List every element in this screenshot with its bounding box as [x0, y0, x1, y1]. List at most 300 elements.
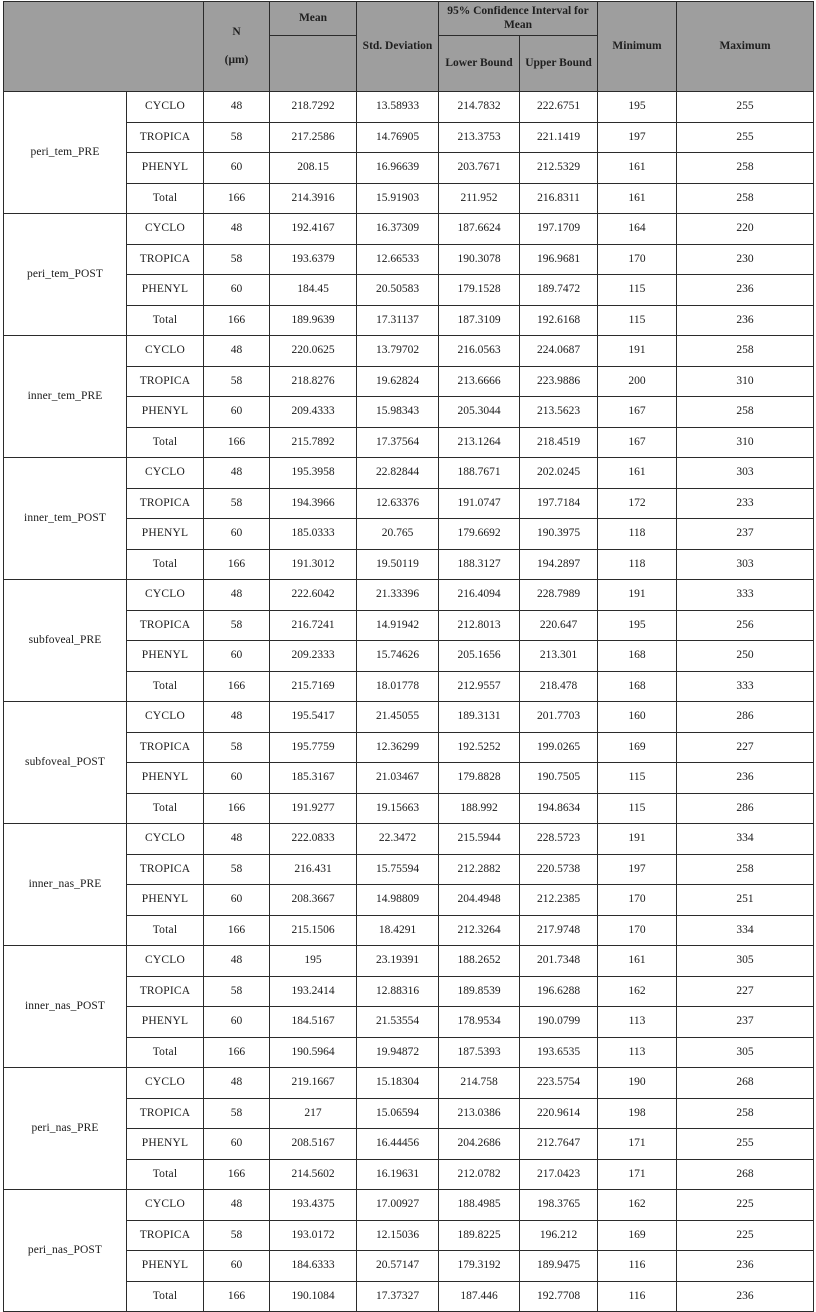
drug-label-cell: Total — [127, 793, 204, 824]
minimum-value-cell: 161 — [598, 946, 677, 977]
std-deviation-value-cell: 20.50583 — [357, 275, 439, 306]
std-deviation-value-cell: 14.76905 — [357, 122, 439, 153]
table-row — [4, 336, 814, 367]
std-deviation-value-cell: 12.15036 — [357, 1220, 439, 1251]
n-value-cell: 48 — [204, 946, 270, 977]
minimum-value-cell: 170 — [598, 885, 677, 916]
table-row — [4, 702, 814, 733]
mean-value-cell: 217.2586 — [270, 122, 357, 153]
group-label-cell: inner_nas_POST — [4, 946, 127, 1068]
mean-value-cell: 185.0333 — [270, 519, 357, 550]
lower-bound-value-cell: 212.2882 — [439, 854, 520, 885]
maximum-value-cell: 334 — [677, 915, 814, 946]
std-deviation-value-cell: 20.765 — [357, 519, 439, 550]
mean-value-cell: 215.1506 — [270, 915, 357, 946]
upper-bound-value-cell: 213.301 — [520, 641, 598, 672]
lower-bound-value-cell: 205.1656 — [439, 641, 520, 672]
minimum-value-cell: 164 — [598, 214, 677, 245]
upper-bound-value-cell: 190.7505 — [520, 763, 598, 794]
table-row — [4, 580, 814, 611]
drug-label-cell: PHENYL — [127, 885, 204, 916]
n-value-cell: 48 — [204, 580, 270, 611]
upper-bound-value-cell: 196.212 — [520, 1220, 598, 1251]
drug-label-cell: CYCLO — [127, 336, 204, 367]
mean-value-cell: 195 — [270, 946, 357, 977]
drug-label-cell: Total — [127, 671, 204, 702]
maximum-value-cell: 333 — [677, 671, 814, 702]
minimum-value-cell: 116 — [598, 1251, 677, 1282]
mean-value-cell: 220.0625 — [270, 336, 357, 367]
upper-bound-value-cell: 201.7703 — [520, 702, 598, 733]
maximum-value-cell: 250 — [677, 641, 814, 672]
lower-bound-value-cell: 188.2652 — [439, 946, 520, 977]
upper-bound-value-cell: 213.5623 — [520, 397, 598, 428]
upper-bound-value-cell: 223.5754 — [520, 1068, 598, 1099]
upper-bound-value-cell: 197.1709 — [520, 214, 598, 245]
drug-label-cell: TROPICA — [127, 366, 204, 397]
mean-value-cell: 191.3012 — [270, 549, 357, 580]
minimum-value-cell: 197 — [598, 122, 677, 153]
lower-bound-value-cell: 212.0782 — [439, 1159, 520, 1190]
drug-label-cell: Total — [127, 1159, 204, 1190]
maximum-value-cell: 258 — [677, 336, 814, 367]
lower-bound-value-cell: 188.7671 — [439, 458, 520, 489]
std-deviation-value-cell: 21.53554 — [357, 1007, 439, 1038]
upper-bound-value-cell: 192.6168 — [520, 305, 598, 336]
maximum-value-cell: 225 — [677, 1190, 814, 1221]
std-deviation-value-cell: 15.18304 — [357, 1068, 439, 1099]
std-deviation-value-cell: 14.98809 — [357, 885, 439, 916]
group-label-cell: inner_nas_PRE — [4, 824, 127, 946]
minimum-value-cell: 161 — [598, 458, 677, 489]
drug-label-cell: CYCLO — [127, 92, 204, 123]
lower-bound-value-cell: 188.4985 — [439, 1190, 520, 1221]
header-confidence-interval: 95% Confidence Interval for Mean — [439, 2, 598, 36]
minimum-value-cell: 195 — [598, 610, 677, 641]
maximum-value-cell: 255 — [677, 92, 814, 123]
upper-bound-value-cell: 223.9886 — [520, 366, 598, 397]
group-label-cell: peri_nas_POST — [4, 1190, 127, 1312]
minimum-value-cell: 170 — [598, 244, 677, 275]
minimum-value-cell: 170 — [598, 915, 677, 946]
mean-value-cell: 192.4167 — [270, 214, 357, 245]
mean-value-cell: 209.4333 — [270, 397, 357, 428]
minimum-value-cell: 167 — [598, 397, 677, 428]
mean-value-cell: 214.5602 — [270, 1159, 357, 1190]
drug-label-cell: PHENYL — [127, 1251, 204, 1282]
descriptives-table — [3, 1, 814, 1312]
mean-value-cell: 217 — [270, 1098, 357, 1129]
table-row — [4, 214, 814, 245]
upper-bound-value-cell: 189.9475 — [520, 1251, 598, 1282]
maximum-value-cell: 233 — [677, 488, 814, 519]
maximum-value-cell: 286 — [677, 702, 814, 733]
lower-bound-value-cell: 190.3078 — [439, 244, 520, 275]
maximum-value-cell: 334 — [677, 824, 814, 855]
minimum-value-cell: 168 — [598, 641, 677, 672]
header-minimum: Minimum — [598, 2, 677, 92]
std-deviation-value-cell: 15.06594 — [357, 1098, 439, 1129]
upper-bound-value-cell: 220.5738 — [520, 854, 598, 885]
lower-bound-value-cell: 188.3127 — [439, 549, 520, 580]
minimum-value-cell: 191 — [598, 580, 677, 611]
n-value-cell: 60 — [204, 275, 270, 306]
drug-label-cell: PHENYL — [127, 763, 204, 794]
std-deviation-value-cell: 23.19391 — [357, 946, 439, 977]
table-body — [4, 92, 814, 1312]
lower-bound-value-cell: 204.2686 — [439, 1129, 520, 1160]
lower-bound-value-cell: 212.8013 — [439, 610, 520, 641]
n-value-cell: 48 — [204, 458, 270, 489]
upper-bound-value-cell: 190.0799 — [520, 1007, 598, 1038]
minimum-value-cell: 161 — [598, 153, 677, 184]
std-deviation-value-cell: 16.19631 — [357, 1159, 439, 1190]
std-deviation-value-cell: 12.66533 — [357, 244, 439, 275]
std-deviation-value-cell: 17.37564 — [357, 427, 439, 458]
maximum-value-cell: 258 — [677, 397, 814, 428]
lower-bound-value-cell: 215.5944 — [439, 824, 520, 855]
drug-label-cell: PHENYL — [127, 641, 204, 672]
drug-label-cell: Total — [127, 1281, 204, 1312]
drug-label-cell: PHENYL — [127, 153, 204, 184]
n-value-cell: 58 — [204, 366, 270, 397]
std-deviation-value-cell: 22.3472 — [357, 824, 439, 855]
group-label-cell: inner_tem_POST — [4, 458, 127, 580]
std-deviation-value-cell: 16.44456 — [357, 1129, 439, 1160]
mean-value-cell: 218.8276 — [270, 366, 357, 397]
drug-label-cell: PHENYL — [127, 1129, 204, 1160]
mean-value-cell: 193.4375 — [270, 1190, 357, 1221]
group-label-cell: peri_nas_PRE — [4, 1068, 127, 1190]
group-label-cell: peri_tem_POST — [4, 214, 127, 336]
drug-label-cell: TROPICA — [127, 976, 204, 1007]
std-deviation-value-cell: 13.79702 — [357, 336, 439, 367]
upper-bound-value-cell: 189.7472 — [520, 275, 598, 306]
minimum-value-cell: 167 — [598, 427, 677, 458]
drug-label-cell: TROPICA — [127, 488, 204, 519]
mean-value-cell: 214.3916 — [270, 183, 357, 214]
drug-label-cell: TROPICA — [127, 610, 204, 641]
drug-label-cell: Total — [127, 183, 204, 214]
n-value-cell: 58 — [204, 244, 270, 275]
maximum-value-cell: 251 — [677, 885, 814, 916]
n-value-cell: 60 — [204, 1251, 270, 1282]
std-deviation-value-cell: 19.62824 — [357, 366, 439, 397]
upper-bound-value-cell: 196.9681 — [520, 244, 598, 275]
lower-bound-value-cell: 204.4948 — [439, 885, 520, 916]
lower-bound-value-cell: 213.6666 — [439, 366, 520, 397]
mean-value-cell: 195.5417 — [270, 702, 357, 733]
n-value-cell: 166 — [204, 427, 270, 458]
lower-bound-value-cell: 191.0747 — [439, 488, 520, 519]
std-deviation-value-cell: 16.37309 — [357, 214, 439, 245]
lower-bound-value-cell: 188.992 — [439, 793, 520, 824]
std-deviation-value-cell: 15.91903 — [357, 183, 439, 214]
n-value-cell: 58 — [204, 610, 270, 641]
mean-value-cell: 215.7169 — [270, 671, 357, 702]
std-deviation-value-cell: 17.37327 — [357, 1281, 439, 1312]
std-deviation-value-cell: 12.36299 — [357, 732, 439, 763]
upper-bound-value-cell: 222.6751 — [520, 92, 598, 123]
n-value-cell: 166 — [204, 671, 270, 702]
std-deviation-value-cell: 14.91942 — [357, 610, 439, 641]
minimum-value-cell: 118 — [598, 519, 677, 550]
n-value-cell: 166 — [204, 1159, 270, 1190]
std-deviation-value-cell: 17.00927 — [357, 1190, 439, 1221]
std-deviation-value-cell: 19.94872 — [357, 1037, 439, 1068]
table-row — [4, 458, 814, 489]
mean-value-cell: 190.1084 — [270, 1281, 357, 1312]
n-value-cell: 166 — [204, 1281, 270, 1312]
minimum-value-cell: 169 — [598, 732, 677, 763]
mean-value-cell: 184.6333 — [270, 1251, 357, 1282]
minimum-value-cell: 162 — [598, 1190, 677, 1221]
header-n-label: N — [232, 26, 241, 39]
table-row — [4, 824, 814, 855]
minimum-value-cell: 171 — [598, 1159, 677, 1190]
upper-bound-value-cell: 192.7708 — [520, 1281, 598, 1312]
lower-bound-value-cell: 213.0386 — [439, 1098, 520, 1129]
minimum-value-cell: 113 — [598, 1037, 677, 1068]
lower-bound-value-cell: 214.7832 — [439, 92, 520, 123]
mean-value-cell: 209.2333 — [270, 641, 357, 672]
minimum-value-cell: 169 — [598, 1220, 677, 1251]
drug-label-cell: TROPICA — [127, 122, 204, 153]
lower-bound-value-cell: 187.6624 — [439, 214, 520, 245]
minimum-value-cell: 195 — [598, 92, 677, 123]
maximum-value-cell: 220 — [677, 214, 814, 245]
minimum-value-cell: 191 — [598, 824, 677, 855]
lower-bound-value-cell: 205.3044 — [439, 397, 520, 428]
n-value-cell: 58 — [204, 854, 270, 885]
minimum-value-cell: 160 — [598, 702, 677, 733]
group-label-cell: inner_tem_PRE — [4, 336, 127, 458]
maximum-value-cell: 333 — [677, 580, 814, 611]
minimum-value-cell: 161 — [598, 183, 677, 214]
drug-label-cell: TROPICA — [127, 1098, 204, 1129]
lower-bound-value-cell: 189.8539 — [439, 976, 520, 1007]
upper-bound-value-cell: 196.6288 — [520, 976, 598, 1007]
n-value-cell: 166 — [204, 793, 270, 824]
maximum-value-cell: 268 — [677, 1159, 814, 1190]
table-row — [4, 92, 814, 123]
drug-label-cell: CYCLO — [127, 946, 204, 977]
maximum-value-cell: 303 — [677, 458, 814, 489]
std-deviation-value-cell: 21.33396 — [357, 580, 439, 611]
maximum-value-cell: 305 — [677, 1037, 814, 1068]
mean-value-cell: 222.6042 — [270, 580, 357, 611]
n-value-cell: 60 — [204, 153, 270, 184]
lower-bound-value-cell: 187.3109 — [439, 305, 520, 336]
drug-label-cell: Total — [127, 427, 204, 458]
n-value-cell: 58 — [204, 732, 270, 763]
minimum-value-cell: 198 — [598, 1098, 677, 1129]
std-deviation-value-cell: 15.75594 — [357, 854, 439, 885]
drug-label-cell: CYCLO — [127, 1190, 204, 1221]
mean-value-cell: 208.5167 — [270, 1129, 357, 1160]
maximum-value-cell: 255 — [677, 1129, 814, 1160]
header-n-unit: (μm) — [224, 53, 249, 66]
mean-value-cell: 193.2414 — [270, 976, 357, 1007]
lower-bound-value-cell: 189.3131 — [439, 702, 520, 733]
minimum-value-cell: 200 — [598, 366, 677, 397]
maximum-value-cell: 236 — [677, 1281, 814, 1312]
upper-bound-value-cell: 221.1419 — [520, 122, 598, 153]
n-value-cell: 58 — [204, 976, 270, 1007]
n-value-cell: 58 — [204, 1098, 270, 1129]
minimum-value-cell: 115 — [598, 793, 677, 824]
mean-value-cell: 219.1667 — [270, 1068, 357, 1099]
maximum-value-cell: 258 — [677, 1098, 814, 1129]
maximum-value-cell: 256 — [677, 610, 814, 641]
n-value-cell: 166 — [204, 549, 270, 580]
n-value-cell: 60 — [204, 397, 270, 428]
std-deviation-value-cell: 15.74626 — [357, 641, 439, 672]
minimum-value-cell: 168 — [598, 671, 677, 702]
upper-bound-value-cell: 212.5329 — [520, 153, 598, 184]
n-value-cell: 60 — [204, 1129, 270, 1160]
upper-bound-value-cell: 228.7989 — [520, 580, 598, 611]
lower-bound-value-cell: 187.5393 — [439, 1037, 520, 1068]
std-deviation-value-cell: 20.57147 — [357, 1251, 439, 1282]
upper-bound-value-cell: 193.6535 — [520, 1037, 598, 1068]
mean-value-cell: 189.9639 — [270, 305, 357, 336]
upper-bound-value-cell: 194.2897 — [520, 549, 598, 580]
table-row — [4, 1190, 814, 1221]
upper-bound-value-cell: 218.478 — [520, 671, 598, 702]
n-value-cell: 60 — [204, 641, 270, 672]
lower-bound-value-cell: 211.952 — [439, 183, 520, 214]
header-mean: Mean — [270, 2, 357, 36]
minimum-value-cell: 190 — [598, 1068, 677, 1099]
group-label-cell: subfoveal_PRE — [4, 580, 127, 702]
std-deviation-value-cell: 17.31137 — [357, 305, 439, 336]
drug-label-cell: Total — [127, 549, 204, 580]
drug-label-cell: CYCLO — [127, 458, 204, 489]
table-row — [4, 946, 814, 977]
minimum-value-cell: 162 — [598, 976, 677, 1007]
maximum-value-cell: 230 — [677, 244, 814, 275]
mean-value-cell: 190.5964 — [270, 1037, 357, 1068]
drug-label-cell: CYCLO — [127, 702, 204, 733]
mean-value-cell: 184.5167 — [270, 1007, 357, 1038]
drug-label-cell: TROPICA — [127, 732, 204, 763]
maximum-value-cell: 237 — [677, 519, 814, 550]
mean-value-cell: 194.3966 — [270, 488, 357, 519]
mean-value-cell: 208.15 — [270, 153, 357, 184]
drug-label-cell: PHENYL — [127, 275, 204, 306]
mean-value-cell: 208.3667 — [270, 885, 357, 916]
group-label-cell: peri_tem_PRE — [4, 92, 127, 214]
std-deviation-value-cell: 12.88316 — [357, 976, 439, 1007]
mean-value-cell: 216.431 — [270, 854, 357, 885]
minimum-value-cell: 115 — [598, 305, 677, 336]
drug-label-cell: PHENYL — [127, 519, 204, 550]
lower-bound-value-cell: 212.3264 — [439, 915, 520, 946]
maximum-value-cell: 227 — [677, 976, 814, 1007]
drug-label-cell: PHENYL — [127, 1007, 204, 1038]
upper-bound-value-cell: 217.9748 — [520, 915, 598, 946]
std-deviation-value-cell: 19.15663 — [357, 793, 439, 824]
lower-bound-value-cell: 214.758 — [439, 1068, 520, 1099]
mean-value-cell: 215.7892 — [270, 427, 357, 458]
lower-bound-value-cell: 178.9534 — [439, 1007, 520, 1038]
std-deviation-value-cell: 18.4291 — [357, 915, 439, 946]
drug-label-cell: TROPICA — [127, 244, 204, 275]
maximum-value-cell: 268 — [677, 1068, 814, 1099]
lower-bound-value-cell: 179.8828 — [439, 763, 520, 794]
lower-bound-value-cell: 216.0563 — [439, 336, 520, 367]
group-label-cell: subfoveal_POST — [4, 702, 127, 824]
n-value-cell: 48 — [204, 702, 270, 733]
mean-value-cell: 216.7241 — [270, 610, 357, 641]
lower-bound-value-cell: 212.9557 — [439, 671, 520, 702]
std-deviation-value-cell: 22.82844 — [357, 458, 439, 489]
upper-bound-value-cell: 217.0423 — [520, 1159, 598, 1190]
mean-value-cell: 195.3958 — [270, 458, 357, 489]
drug-label-cell: Total — [127, 305, 204, 336]
drug-label-cell: CYCLO — [127, 1068, 204, 1099]
header-mean-spacer — [270, 36, 357, 92]
mean-value-cell: 218.7292 — [270, 92, 357, 123]
upper-bound-value-cell: 201.7348 — [520, 946, 598, 977]
mean-value-cell: 193.0172 — [270, 1220, 357, 1251]
n-value-cell: 166 — [204, 1037, 270, 1068]
table-header — [4, 2, 814, 92]
n-value-cell: 48 — [204, 1190, 270, 1221]
drug-label-cell: CYCLO — [127, 824, 204, 855]
drug-label-cell: Total — [127, 1037, 204, 1068]
drug-label-cell: CYCLO — [127, 580, 204, 611]
maximum-value-cell: 310 — [677, 427, 814, 458]
maximum-value-cell: 286 — [677, 793, 814, 824]
lower-bound-value-cell: 213.3753 — [439, 122, 520, 153]
upper-bound-value-cell: 212.7647 — [520, 1129, 598, 1160]
std-deviation-value-cell: 13.58933 — [357, 92, 439, 123]
maximum-value-cell: 236 — [677, 1251, 814, 1282]
lower-bound-value-cell: 216.4094 — [439, 580, 520, 611]
n-value-cell: 58 — [204, 1220, 270, 1251]
header-lower-bound: Lower Bound — [439, 36, 520, 92]
drug-label-cell: TROPICA — [127, 1220, 204, 1251]
header-maximum: Maximum — [677, 2, 814, 92]
std-deviation-value-cell: 16.96639 — [357, 153, 439, 184]
drug-label-cell: PHENYL — [127, 397, 204, 428]
std-deviation-value-cell: 21.03467 — [357, 763, 439, 794]
mean-value-cell: 195.7759 — [270, 732, 357, 763]
maximum-value-cell: 310 — [677, 366, 814, 397]
lower-bound-value-cell: 179.6692 — [439, 519, 520, 550]
lower-bound-value-cell: 179.3192 — [439, 1251, 520, 1282]
n-value-cell: 166 — [204, 915, 270, 946]
n-value-cell: 58 — [204, 488, 270, 519]
maximum-value-cell: 225 — [677, 1220, 814, 1251]
minimum-value-cell: 113 — [598, 1007, 677, 1038]
n-value-cell: 48 — [204, 92, 270, 123]
minimum-value-cell: 191 — [598, 336, 677, 367]
maximum-value-cell: 303 — [677, 549, 814, 580]
drug-label-cell: TROPICA — [127, 854, 204, 885]
n-value-cell: 58 — [204, 122, 270, 153]
maximum-value-cell: 236 — [677, 763, 814, 794]
n-value-cell: 48 — [204, 824, 270, 855]
header-std-deviation: Std. Deviation — [357, 2, 439, 92]
maximum-value-cell: 236 — [677, 305, 814, 336]
minimum-value-cell: 118 — [598, 549, 677, 580]
n-value-cell: 60 — [204, 763, 270, 794]
minimum-value-cell: 115 — [598, 275, 677, 306]
upper-bound-value-cell: 216.8311 — [520, 183, 598, 214]
